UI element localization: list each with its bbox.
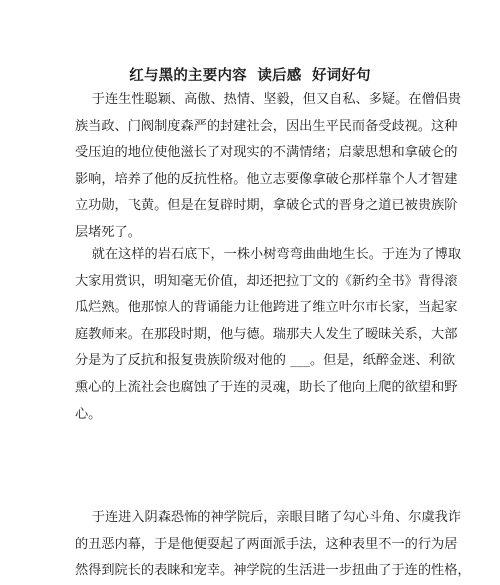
paragraph-line: 瓜烂熟。他那惊人的背诵能力让他跨进了维立叶尔市长家，当起家 <box>75 300 458 316</box>
paragraph-line: 大家用赏识，明知毫无价值，却还把拉丁文的《新约全书》背得滚 <box>75 273 458 289</box>
paragraph-line: 层堵死了。 <box>75 224 141 240</box>
paragraph-line: 熏心的上流社会也腐蚀了于连的灵魂，助长了他向上爬的欲望和野 <box>75 379 458 395</box>
paragraph-line: 就在这样的岩石底下，一株小树弯弯曲曲地生长。于连为了博取 <box>75 247 462 262</box>
paragraph-line: 心。 <box>75 406 102 422</box>
paragraph-line: 的丑恶内幕，于是他便耍起了两面派手法，这种表里不一的行为居 <box>75 536 458 552</box>
document-title: 红与黑的主要内容 读后感 好词好句 <box>129 67 371 84</box>
paragraph-3 <box>75 505 471 585</box>
paragraph-line: 庭教师来。在那段时期，他与德。瑞那夫人发生了暧昧关系，大部 <box>75 326 458 342</box>
paragraph-1 <box>75 87 462 247</box>
paragraph-line: 于连生性聪颖、高傲、热情、坚毅，但又自私、多疑。在僧侣贵 <box>75 92 462 107</box>
paragraph-2 <box>75 242 462 428</box>
paragraph-line: 分是为了反抗和报复贵族阶级对他的 ___。但是，纸醉金迷、利欲 <box>75 353 456 369</box>
paragraph-line: 于连进入阴森恐怖的神学院后，亲眼目睹了勾心斗角、尔虞我诈 <box>75 510 462 525</box>
paragraph-line: 然得到院长的表睐和宠幸。神学院的生活进一步扭曲了于连的性格， <box>75 563 471 579</box>
paragraph-line: 受压迫的地位使他滋长了对现实的不满情绪；启蒙思想和拿破仑的 <box>75 145 458 161</box>
paragraph-line: 影响，培养了他的反抗性格。他立志要像拿破仑那样靠个人才智建 <box>75 171 458 187</box>
paragraph-line: 立功勋，飞黄。但是在复辟时期，拿破仑式的晋身之道已被贵族阶 <box>75 198 458 214</box>
paragraph-line: 族当政、门阀制度森严的封建社会，因出生平民而备受歧视。这种 <box>75 118 458 134</box>
